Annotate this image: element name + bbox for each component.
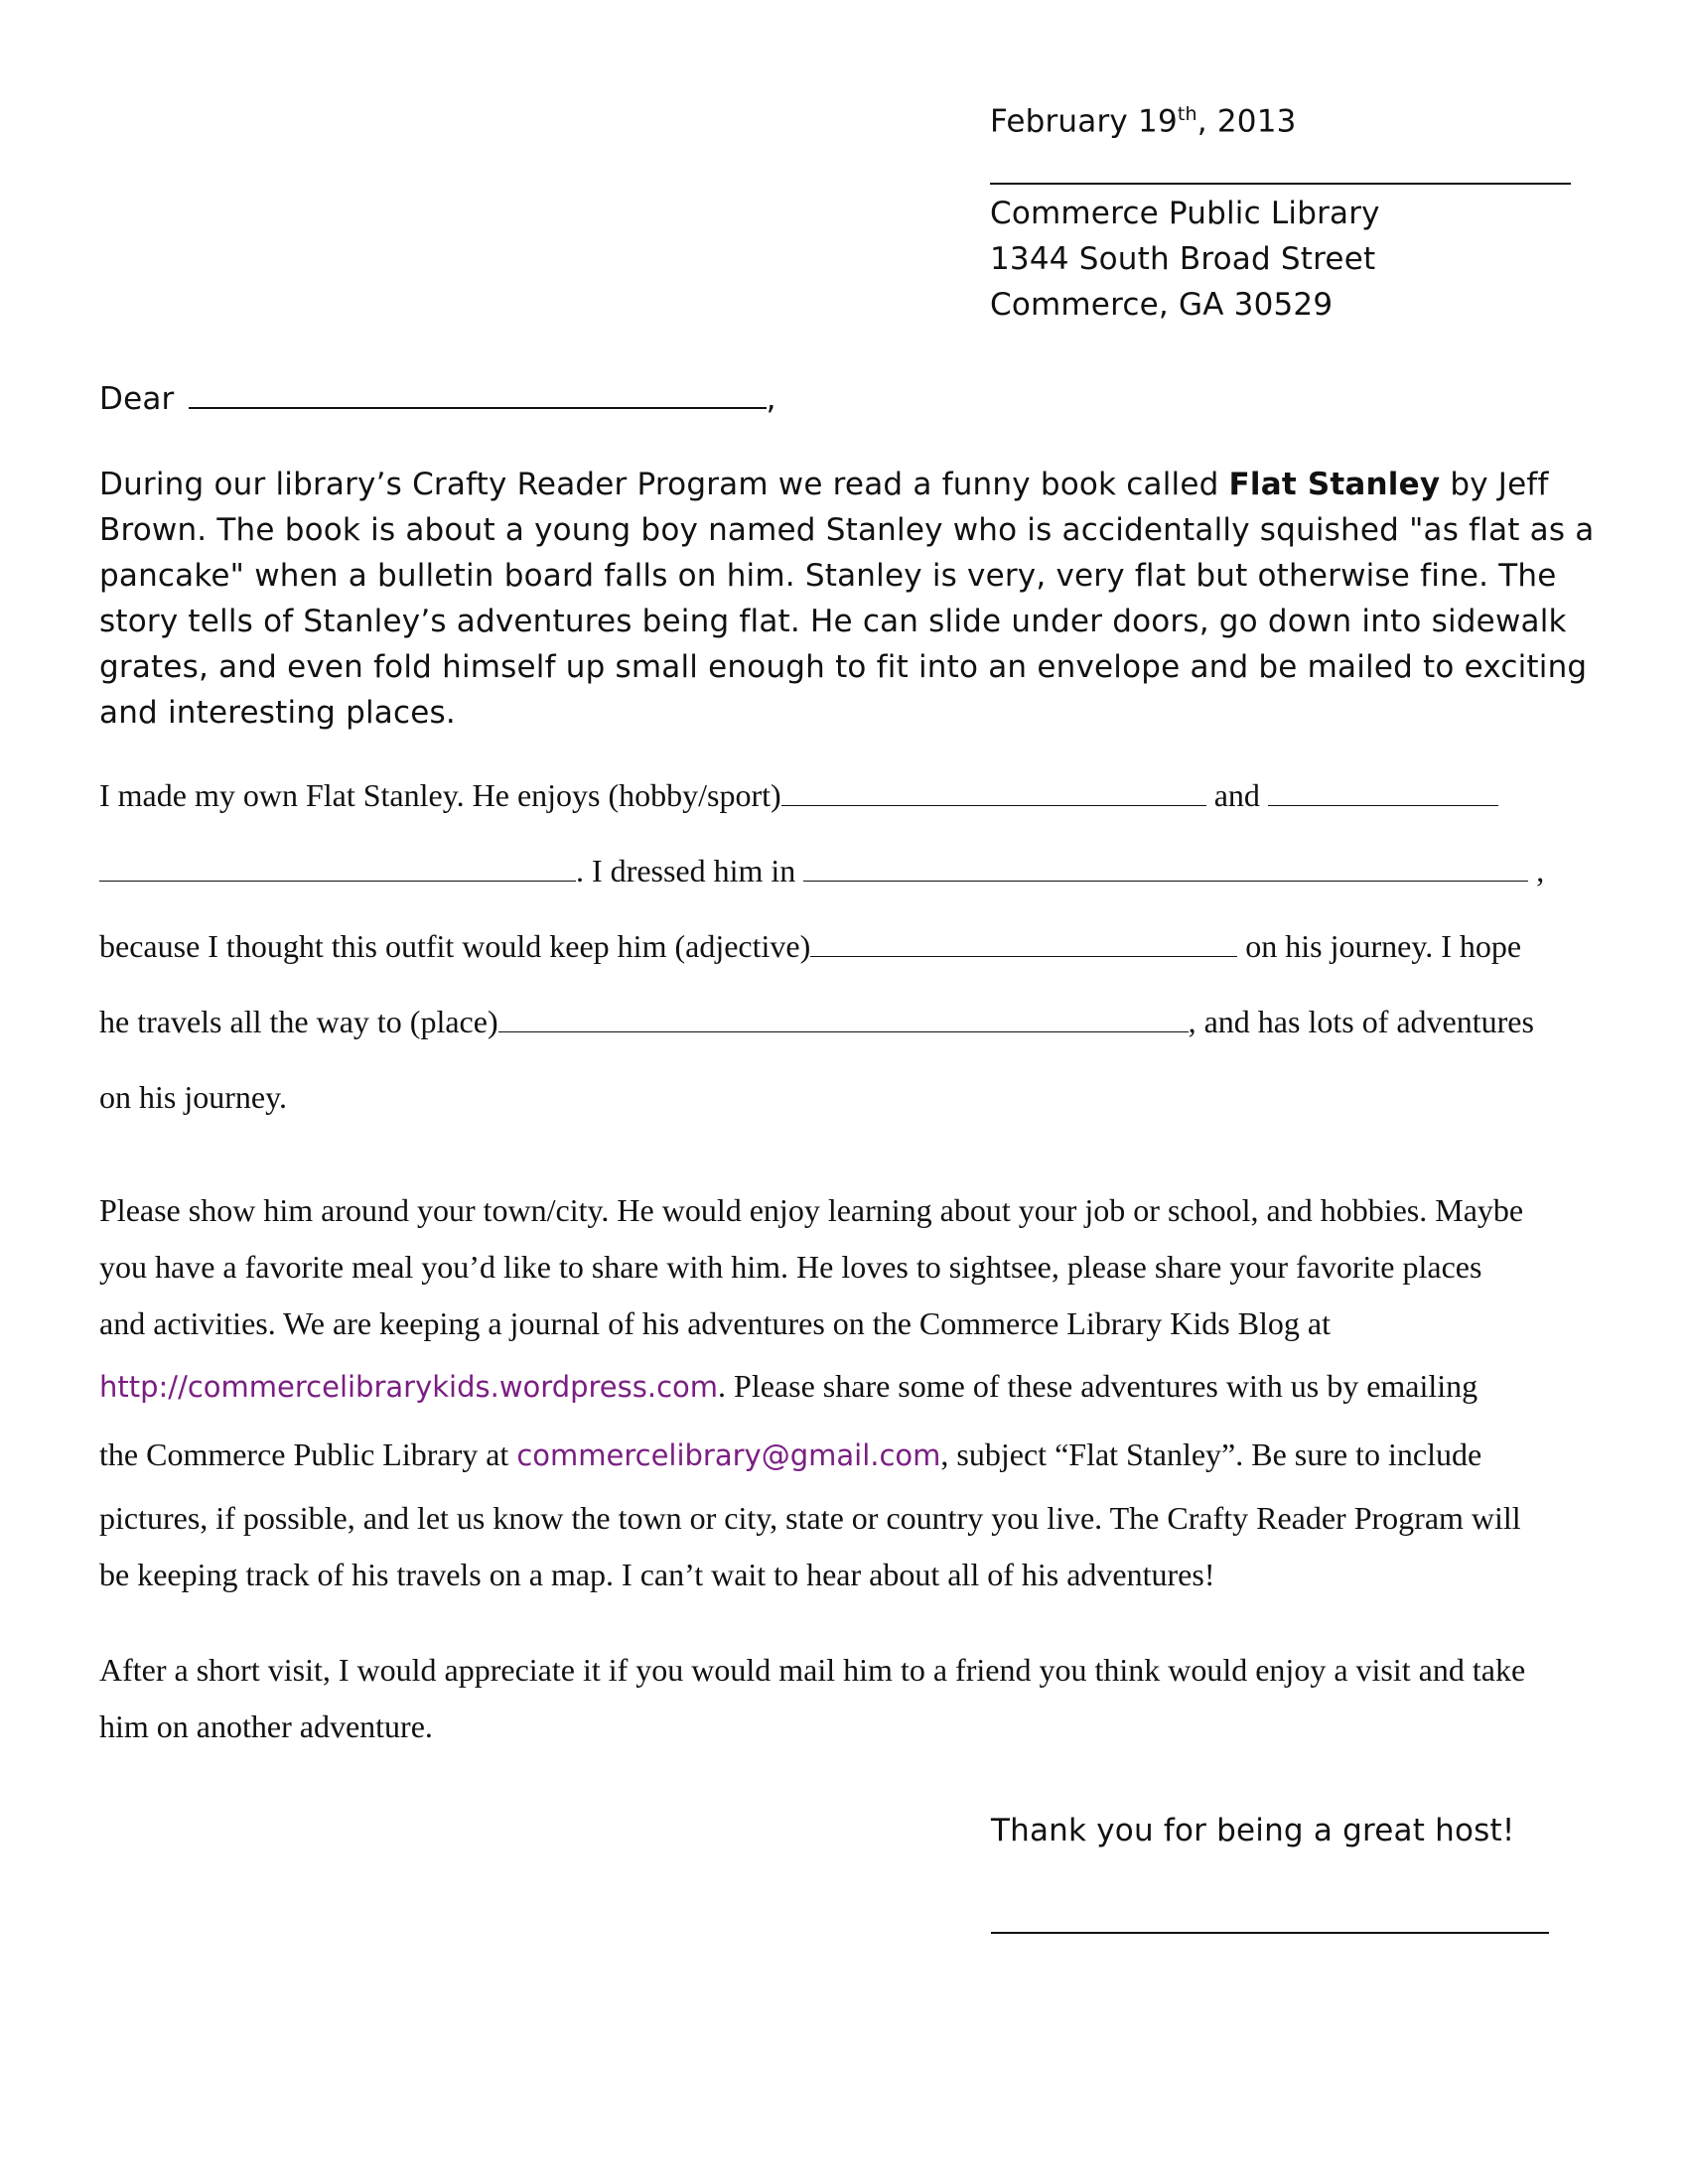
fill-text: because I thought this outfit would keep him (adjective) — [99, 928, 811, 964]
intro-line-4: story tells of Stanley’s adventures being flat. He can slide under doors, go down into sidewalk — [99, 604, 1567, 639]
intro-text: by Jeff — [1440, 467, 1549, 502]
library-name: Commerce Public Library — [990, 196, 1380, 231]
hobby-blank[interactable] — [781, 779, 1206, 806]
body-line-1: Please show him around your town/city. He would enjoy learning about your job or school, and hobbies. Maybe — [99, 1192, 1524, 1228]
greeting — [99, 381, 776, 417]
intro-line-2: Brown. The book is about a young boy named Stanley who is accidentally squished "as flat as a — [99, 512, 1595, 548]
fill-text: on his journey. I hope — [1237, 928, 1522, 964]
outfit-blank[interactable] — [803, 855, 1528, 882]
date-year: , 2013 — [1196, 103, 1297, 140]
body-line-4 — [99, 1368, 1477, 1405]
date-month-day: February 19 — [990, 103, 1178, 140]
blog-link[interactable]: http://commercelibrarykids.wordpress.com — [99, 1370, 719, 1404]
date-underline — [990, 183, 1571, 185]
date-ordinal-suffix: th — [1177, 103, 1197, 125]
fill-line-2 — [99, 853, 1544, 889]
intro-line-1 — [99, 467, 1549, 502]
greeting-comma: , — [766, 381, 776, 417]
hobby-2-blank[interactable] — [1268, 779, 1498, 806]
fill-text: , and has lots of adventures — [1188, 1004, 1534, 1039]
fill-text: and — [1205, 777, 1268, 813]
fill-text: he travels all the way to (place) — [99, 1004, 498, 1039]
body-line-3: and activities. We are keeping a journal of his adventures on the Commerce Library Kids Blog at — [99, 1305, 1332, 1341]
closing-line-1: After a short visit, I would appreciate it if you would mail him to a friend you think would enjoy a visit and take — [99, 1652, 1526, 1688]
fill-line-4 — [99, 1004, 1534, 1040]
body-text: , subject “Flat Stanley”. Be sure to include — [940, 1436, 1482, 1472]
hobby-2-continued-blank[interactable] — [99, 855, 576, 882]
fill-text: , — [1528, 853, 1545, 888]
body-line-5 — [99, 1436, 1481, 1473]
library-city-state: Commerce, GA 30529 — [990, 287, 1334, 323]
fill-text: I made my own Flat Stanley. He enjoys (hobby/sport) — [99, 777, 781, 813]
intro-text: During our library’s Crafty Reader Program we read a funny book called — [99, 467, 1229, 502]
body-line-2: you have a favorite meal you’d like to share with him. He loves to sightsee, please share your favorite places — [99, 1249, 1482, 1285]
intro-line-6: and interesting places. — [99, 695, 456, 731]
email-link[interactable]: commercelibrary@gmail.com — [516, 1438, 941, 1472]
adjective-blank[interactable] — [810, 930, 1237, 957]
fill-text: . I dressed him in — [576, 853, 804, 888]
closing-line-2: him on another adventure. — [99, 1708, 433, 1744]
place-blank[interactable] — [498, 1006, 1189, 1032]
intro-line-3: pancake" when a bulletin board falls on him. Stanley is very, very flat but otherwise fine. The — [99, 558, 1557, 594]
fill-line-5: on his journey. — [99, 1079, 288, 1115]
body-line-6: pictures, if possible, and let us know the town or city, state or country you live. The Crafty Reader Program will — [99, 1500, 1521, 1536]
body-line-7: be keeping track of his travels on a map. I can’t wait to hear about all of his adventures! — [99, 1557, 1215, 1592]
recipient-name-blank[interactable] — [189, 381, 767, 409]
letter-date — [990, 103, 1297, 139]
body-text: the Commerce Public Library at — [99, 1436, 517, 1472]
signature-line[interactable] — [991, 1932, 1549, 1934]
fill-line-1 — [99, 777, 1498, 814]
library-street: 1344 South Broad Street — [990, 241, 1376, 277]
book-title: Flat Stanley — [1228, 467, 1441, 502]
thank-you-note: Thank you for being a great host! — [991, 1813, 1515, 1848]
greeting-dear: Dear — [99, 381, 175, 417]
fill-line-3 — [99, 928, 1521, 965]
body-text: . Please share some of these adventures with us by emailing — [718, 1368, 1478, 1404]
intro-line-5: grates, and even fold himself up small enough to fit into an envelope and be mailed to exciting — [99, 649, 1588, 685]
